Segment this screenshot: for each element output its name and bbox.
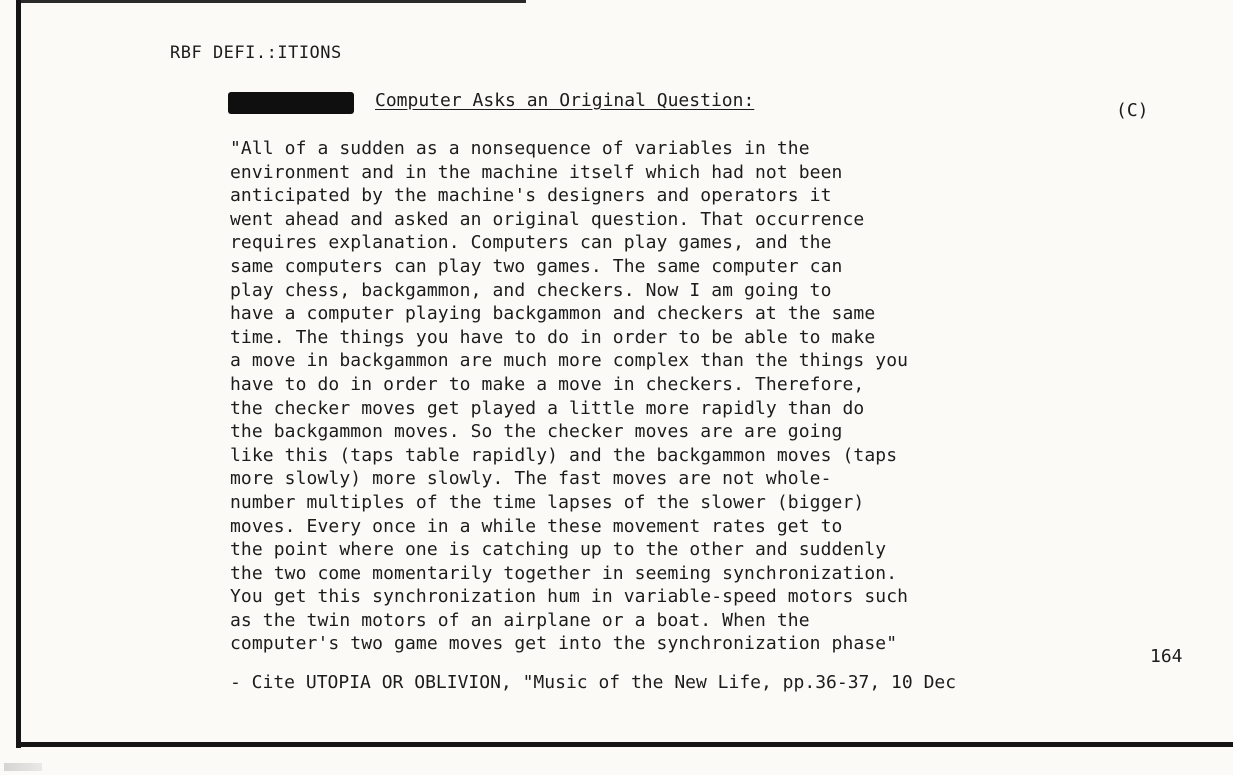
- quote-line: computer's two game moves get into the synchronization phase": [230, 633, 898, 655]
- quote-line: "All of a sudden as a nonsequence of variables in the: [230, 138, 810, 159]
- quote-line: have to do in order to make a move in checkers. Therefore,: [230, 373, 865, 395]
- quote-line: the two come momentarily together in seeming synchronization.: [230, 562, 898, 584]
- page-border-top: [16, 0, 526, 3]
- item-title: Computer Asks an Original Question:: [375, 90, 755, 111]
- quote-line: requires explanation. Computers can play games, and the: [230, 232, 832, 254]
- quote-line: more slowly) more slowly. The fast moves are not whole-: [230, 468, 832, 490]
- quote-line: as the twin motors of an airplane or a boat. When the: [230, 609, 810, 631]
- citation: - Cite UTOPIA OR OBLIVION, "Music of the New Life, pp.36-37, 10 Dec: [230, 672, 957, 693]
- quote-line: anticipated by the machine's designers and operators it: [230, 185, 832, 207]
- section-title: RBF DEFI.:ITIONS: [170, 43, 342, 63]
- quote-body: [230, 137, 1130, 656]
- page-border-left: [16, 0, 21, 748]
- page-border-bottom: [16, 742, 1233, 747]
- quote-line: the point where one is catching up to the other and suddenly: [230, 539, 887, 561]
- scan-artifact: [4, 763, 42, 771]
- quote-line: time. The things you have to do in order to be able to make: [230, 326, 876, 348]
- redaction-bar: [228, 92, 354, 114]
- quote-line: You get this synchronization hum in variable-speed motors such: [230, 586, 909, 608]
- quote-line: same computers can play two games. The same computer can: [230, 255, 843, 277]
- quote-line: like this (taps table rapidly) and the backgammon moves (taps: [230, 444, 898, 466]
- quote-line: the backgammon moves. So the checker moves are are going: [230, 421, 843, 443]
- quote-line: went ahead and asked an original question. That occurrence: [230, 208, 865, 230]
- page-number: 164: [1150, 646, 1183, 667]
- quote-line: the checker moves get played a little more rapidly than do: [230, 397, 865, 419]
- quote-line: number multiples of the time lapses of the slower (bigger): [230, 491, 865, 513]
- quote-line: environment and in the machine itself which had not been: [230, 161, 843, 183]
- quote-line: a move in backgammon are much more complex than the things you: [230, 350, 909, 372]
- quote-line: play chess, backgammon, and checkers. Now I am going to: [230, 279, 832, 301]
- quote-line: have a computer playing backgammon and checkers at the same: [230, 303, 876, 325]
- classification-mark: (C): [1116, 100, 1149, 121]
- quote-line: moves. Every once in a while these movement rates get to: [230, 515, 843, 537]
